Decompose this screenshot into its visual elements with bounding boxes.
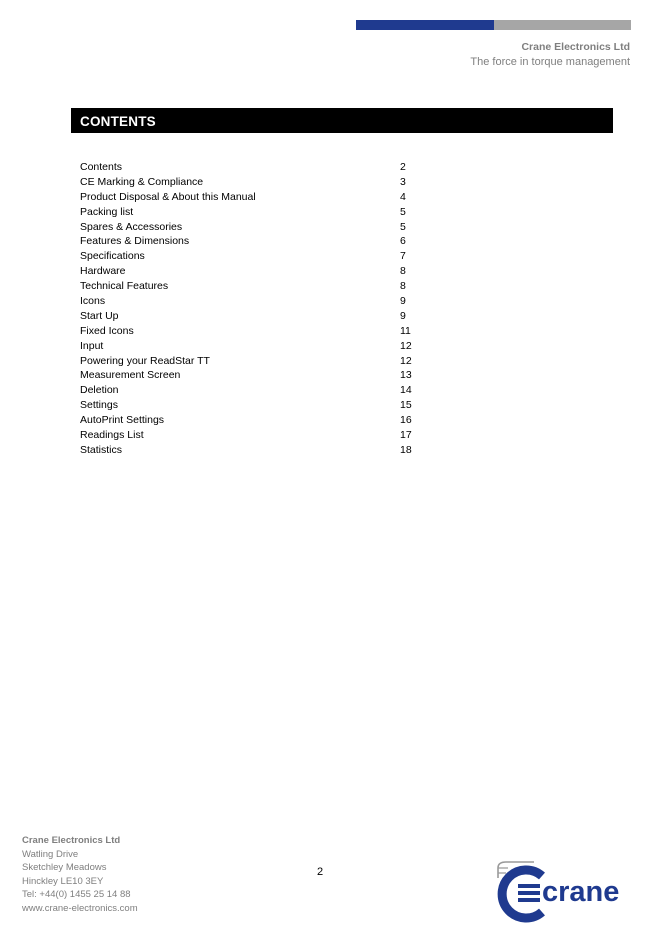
toc-entry[interactable]: [80, 264, 420, 279]
crane-logo-mark: [498, 862, 542, 918]
footer-address-line: Watling Drive: [22, 848, 79, 860]
page-number: 2: [317, 866, 324, 878]
toc-entry[interactable]: [80, 309, 420, 324]
crane-logo-wordmark: crane: [542, 876, 620, 908]
toc-entry-page: 4: [400, 190, 406, 203]
toc-entry-title: Spares & Accessories: [80, 220, 183, 233]
crane-logo: [494, 856, 640, 924]
section-title: CONTENTS: [80, 114, 156, 129]
toc-entry-page: 13: [400, 369, 412, 382]
footer-website[interactable]: www.crane-electronics.com: [22, 902, 138, 914]
toc-entry-title: Deletion: [80, 384, 119, 397]
toc-entry-page: 17: [400, 429, 412, 442]
toc-entry-page: 12: [400, 354, 412, 367]
footer-address: [22, 834, 138, 916]
toc-entry-title: Readings List: [80, 429, 144, 442]
toc-entry[interactable]: [80, 249, 420, 264]
toc-entry-title: CE Marking & Compliance: [80, 175, 204, 188]
toc-entry-title: Settings: [80, 399, 118, 412]
toc-entry[interactable]: [80, 413, 420, 428]
header-accent-bar-grey: [494, 20, 631, 30]
toc-entry-title: Product Disposal & About this Manual: [80, 190, 256, 203]
toc-entry-title: Powering your ReadStar TT: [80, 354, 210, 367]
toc-entry-page: 16: [400, 414, 412, 427]
toc-entry-title: Technical Features: [80, 280, 169, 293]
toc-entry[interactable]: [80, 160, 420, 175]
toc-entry-page: 3: [400, 175, 406, 188]
footer-address-line: Sketchley Meadows: [22, 862, 107, 874]
toc-entry-page: 14: [400, 384, 412, 397]
toc-entry-title: Contents: [80, 161, 123, 173]
toc-entry-title: Specifications: [80, 250, 145, 263]
toc-entry-title: Features & Dimensions: [80, 235, 190, 248]
header-accent-bar-blue: [356, 20, 494, 30]
table-of-contents: [80, 160, 420, 458]
toc-entry-title: Icons: [80, 295, 106, 308]
toc-entry-title: Start Up: [80, 309, 119, 322]
toc-entry[interactable]: [80, 354, 420, 369]
toc-entry-page: 11: [400, 324, 411, 337]
toc-entry-page: 9: [400, 309, 406, 322]
footer-address-line: Hinckley LE10 3EY: [22, 875, 104, 887]
toc-entry-page: 18: [400, 443, 412, 456]
toc-entry-page: 8: [400, 280, 406, 293]
toc-entry-title: Fixed Icons: [80, 324, 134, 337]
toc-entry[interactable]: [80, 443, 420, 458]
toc-entry[interactable]: [80, 205, 420, 220]
toc-entry[interactable]: [80, 368, 420, 383]
toc-entry-page: 15: [400, 399, 412, 412]
toc-entry-title: AutoPrint Settings: [80, 414, 165, 427]
toc-entry[interactable]: [80, 428, 420, 443]
toc-entry-title: Measurement Screen: [80, 369, 181, 382]
toc-entry[interactable]: [80, 190, 420, 205]
footer-phone: Tel: +44(0) 1455 25 14 88: [22, 889, 131, 901]
header-tagline: The force in torque management: [470, 56, 630, 68]
toc-entry-page: 6: [400, 235, 406, 248]
toc-entry-title: Statistics: [80, 443, 123, 456]
toc-entry[interactable]: [80, 234, 420, 249]
toc-entry-title: Input: [80, 339, 104, 352]
toc-entry-page: 12: [400, 339, 412, 352]
footer-company-name: Crane Electronics Ltd: [22, 835, 121, 846]
toc-entry-title: Hardware: [80, 265, 126, 278]
section-title-bar: [71, 108, 613, 133]
toc-entry-title: Packing list: [80, 205, 134, 218]
toc-entry[interactable]: [80, 175, 420, 190]
toc-entry-page: 5: [400, 220, 406, 233]
toc-entry[interactable]: [80, 294, 420, 309]
toc-entry-page: 8: [400, 265, 406, 278]
toc-entry[interactable]: [80, 398, 420, 413]
toc-entry-page: 7: [400, 250, 406, 263]
toc-entry-page: 9: [400, 295, 406, 308]
toc-entry[interactable]: [80, 324, 420, 339]
toc-entry[interactable]: [80, 220, 420, 235]
toc-entry-page: 2: [400, 161, 406, 173]
toc-entry[interactable]: [80, 339, 420, 354]
toc-entry[interactable]: [80, 383, 420, 398]
header-company-name: Crane Electronics Ltd: [521, 41, 630, 53]
toc-entry-page: 5: [400, 205, 406, 218]
toc-entry[interactable]: [80, 279, 420, 294]
